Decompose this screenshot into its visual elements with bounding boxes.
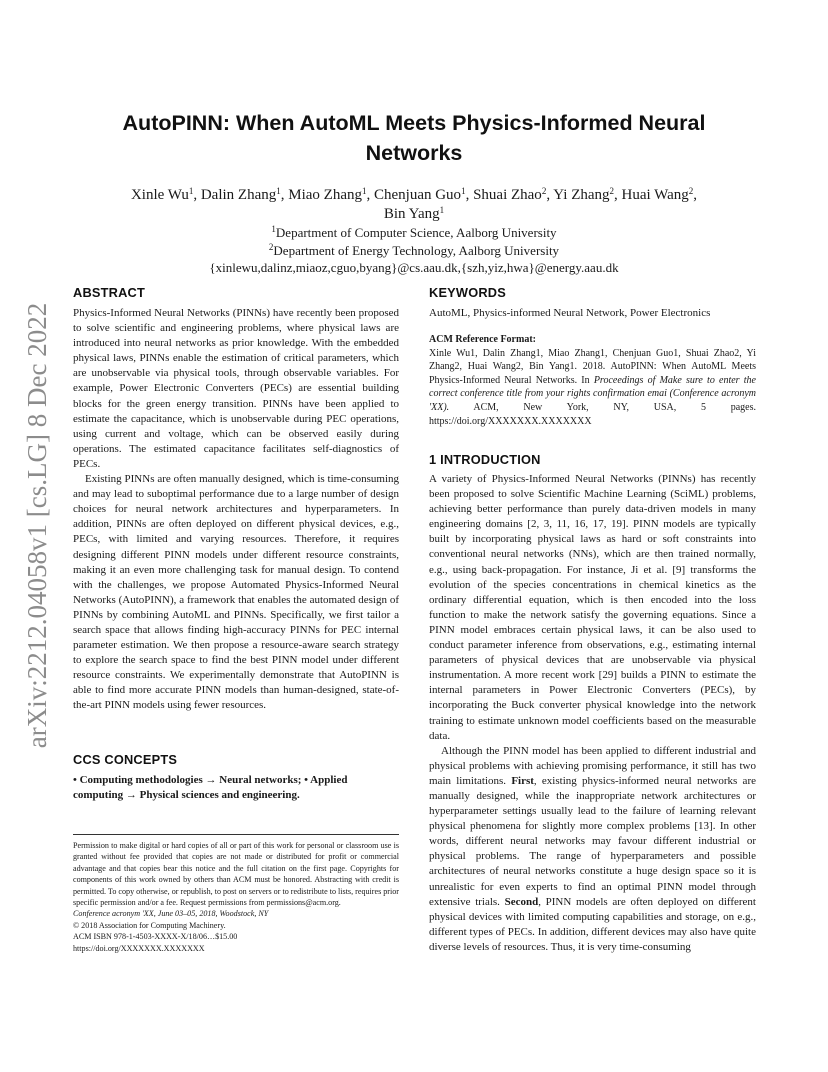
abstract-paragraph: Existing PINNs are often manually designed, which is time-consuming and may lead to suboptimal performance due to a large number of design choices for neural network architectures and hyperparameters. In addition, PINNs are often deployed on different physical devices, e.g., PECs, with limited and varying resources. Therefore, it requires designing different PINN models under different resource constraints, making it an even more challenging task for manual design. To contend with the challenges, we propose Automated Physics-Informed Neural Networks (AutoPINN), a framework that enables the automated design of PINNs by combining AutoML and PINNs. Specifically, we first tailor a search space that allows finding high-accuracy PINNs for PEC internal parameter estimation. We then propose a resource-aware search strategy to explore the search space to find the best PINN model under different resource constraints. We experimentally demonstrate that AutoPINN is able to find more accurate PINN models than human-designed, state-of-the-art PINN models using fewer resources. — [73, 473, 399, 712]
introduction-section — [429, 452, 756, 955]
acm-reference-heading: ACM Reference Format: — [429, 334, 536, 345]
isbn-line: ACM ISBN 978-1-4503-XXXX-X/18/06…$15.00 — [73, 932, 238, 942]
permission-notice: Permission to make digital or hard copies of all or part of this work for personal or classroom use is granted without fee provided that copies are not made or distributed for profit or commercial advantage and that copies bear this notice and the full citation on the first page. Copyrights for components of this work owned by others than ACM must be honored. Abstracting with credit is permitted. To copy otherwise, or republish, to post on servers or to redistribute to lists, requires prior specific permission and/or a fee. Request permissions from permissions@acm.org. — [73, 841, 399, 908]
acm-reference-text: Xinle Wu1, Dalin Zhang1, Miao Zhang1, Chenjuan Guo1, Shuai Zhao2, Yi Zhang2, Huai Wang2, Bin Yang1. 2018. AutoPINN: When AutoML Meets Physics-Informed Neural Networks. In Proceedings of Make sure to enter the correct conference title from your rights confirmation emai (Conference acronym 'XX). ACM, New York, NY, USA, 5 pages. https://doi.org/XXXXXXX.XXXXXXX — [429, 347, 756, 427]
paper-title — [80, 108, 748, 168]
author: Yi Zhang$^2$ — [553, 186, 615, 203]
ccs-concepts-section — [73, 752, 399, 803]
author: Miao Zhang$^1$ — [288, 186, 367, 203]
abstract-paragraph: Physics-Informed Neural Networks (PINNs) have recently been proposed to solve scientific and engineering problems, where physical laws are introduced into neural networks as prior knowledge. With the embedded physical laws, PINNs enable the estimation of critical parameters, which are unobservable via physical tools, through observable variables. For example, Power Electronic Converters (PECs) are essential building blocks for the green energy transition. PINNs have been applied to estimate the capacitance, which is unobservable during PEC operations, using current and voltage, which can be observed easily during operations. The estimated capacitance facilitates self-diagnostics of PECs. — [73, 307, 399, 470]
affiliations — [80, 224, 748, 277]
author: Shuai Zhao$^2$ — [473, 186, 547, 203]
abstract-heading: ABSTRACT — [73, 285, 145, 300]
doi-link[interactable]: https://doi.org/XXXXXXX.XXXXXXX — [73, 943, 205, 953]
author: Huai Wang$^2$ — [621, 186, 694, 203]
conference-info: Conference acronym 'XX, June 03–05, 2018, Woodstock, NY — [73, 909, 269, 919]
keywords-section — [429, 285, 756, 321]
acm-reference-section — [429, 333, 756, 428]
affiliation: $^1$Department of Computer Science, Aalborg University — [271, 224, 557, 240]
abstract-section — [73, 285, 399, 714]
author: Xinle Wu$^1$ — [130, 186, 194, 203]
introduction-body — [429, 472, 756, 955]
title-line-2: Networks — [365, 141, 463, 165]
arxiv-id-text: arXiv:2212.04058v1 [cs.LG] 8 Dec 2022 — [22, 302, 53, 748]
author-list: Xinle Wu$^1$, Dalin Zhang$^1$, Miao Zhang$^1$, Chenjuan Guo$^1$, Shuai Zhao$^2$, Yi Zhang$^2$, Huai Wang$^2$, Bin Yang$^1$ — [130, 186, 698, 222]
author: Bin Yang$^1$ — [383, 205, 445, 222]
affiliation: $^2$Department of Energy Technology, Aalborg University — [268, 241, 560, 258]
ccs-heading: CCS CONCEPTS — [73, 752, 178, 767]
intro-paragraph: Although the PINN model has been applied to different industrial and physical problems with achieving promising performance, it still has two main limitations. First, existing physics-informed neural networks are manually designed, while the inappropriate network architectures or hyperparameter settings usually lead to the failure of learning relevant physical phenomena for slightly more complex problems [13]. In other words, different neural networks may favour different industrial or physical problems. The range of hyperparameters and possible architectures of neural networks constitute a huge design space so it is unrealistic for even experts to find an optimal PINN model through extensive trials. Second, PINN models are often deployed on different physical devices with limited computing capabilities and storage, on e.g., different types of PECs. In addition, different devices may also have quite diverse levels of resources. Thus, it is very time-consuming — [429, 744, 756, 953]
author: Chenjuan Guo$^1$ — [373, 186, 466, 203]
author: Dalin Zhang$^1$ — [200, 186, 281, 203]
copyright-footnote — [73, 840, 399, 954]
author-emails: {xinlewu,dalinz,miaoz,cguo,byang}@cs.aau.dk,{szh,yiz,hwa}@energy.aau.dk — [209, 260, 619, 275]
title-line-1: AutoPINN: When AutoML Meets Physics-Informed Neural — [122, 111, 706, 135]
ccs-text: • Computing methodologies → Neural networks; • Applied computing → Physical sciences and engineering. — [73, 774, 348, 802]
abstract-body — [73, 306, 399, 714]
copyright-line: © 2018 Association for Computing Machinery. — [73, 920, 226, 930]
introduction-heading: 1 INTRODUCTION — [429, 452, 541, 467]
keywords-heading: KEYWORDS — [429, 285, 506, 300]
intro-paragraph: A variety of Physics-Informed Neural Networks (PINNs) has recently been proposed to solve Scientific Machine Learning (SciML) problems, achieving better performance than purely data-driven models in many engineering domains [2, 3, 11, 16, 17, 19]. PINN models are typically built by incorporating physical laws as hard or soft constraints into conventional neural networks (NNs), which are then trained normally, e.g., using back-propagation. For instance, Ji et al. [9] transforms the evolution of the species concentrations in chemical kinetics as the ordinary differential equation, which is then encoded into the loss function to make the network satisfy the governing equations. Since a PINN model embraces certain physical laws, it can be also used to conduct parameter inference from observations, e.g., estimating internal parameters of physical devices that are unobservable via physical instrumentation. A more recent work [29] builds a PINN to estimate the internal parameters in Power Electronic Converters (PECs), by incorporating the Buck converter physical knowledge into the network training to estimate unknown model coefficients based on the measurable data. — [429, 473, 756, 742]
keywords-text: AutoML, Physics-informed Neural Network, Power Electronics — [429, 307, 711, 319]
footnote-divider — [73, 834, 399, 835]
arxiv-identifier-stamp — [14, 290, 62, 760]
